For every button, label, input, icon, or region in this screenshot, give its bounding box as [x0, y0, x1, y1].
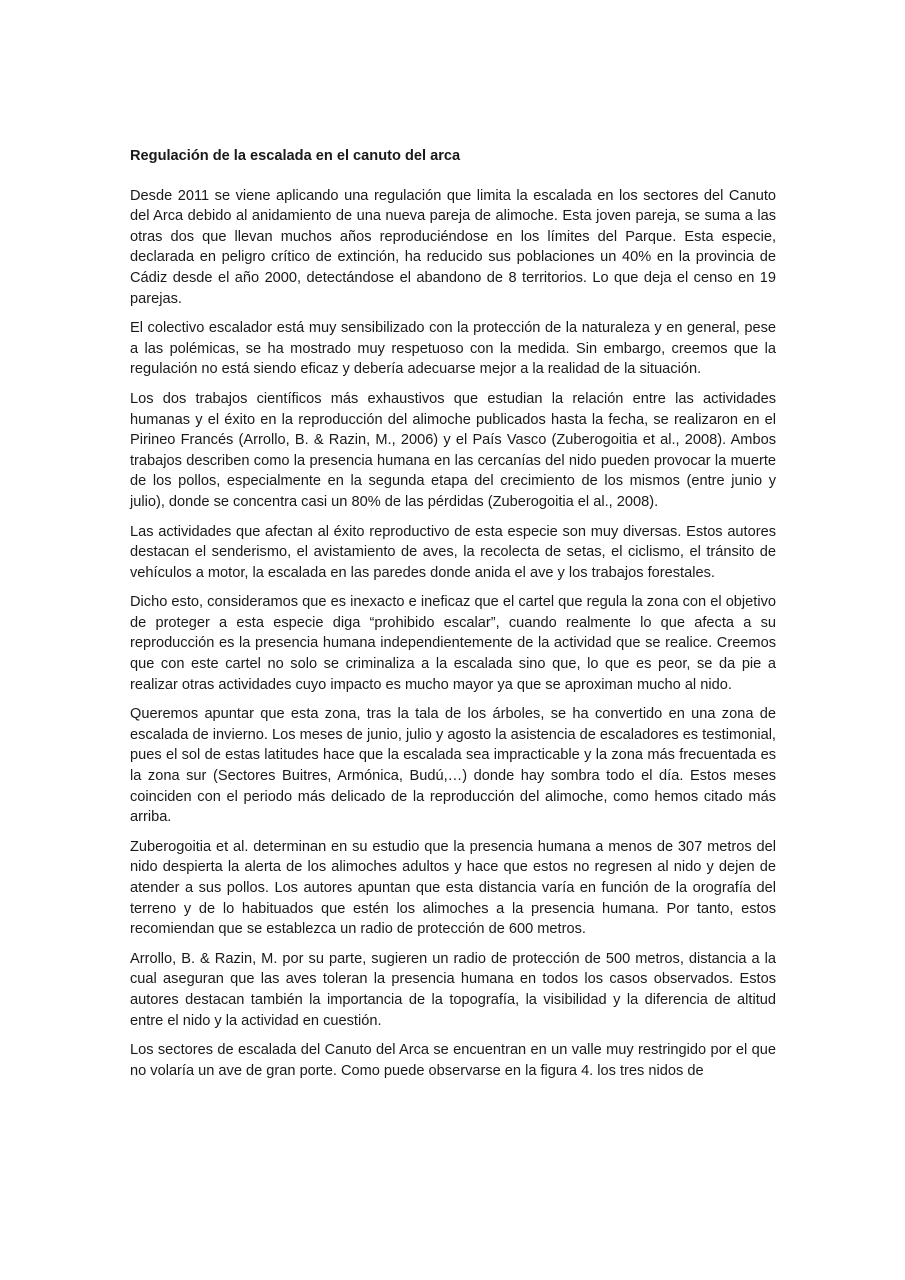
paragraph: Desde 2011 se viene aplicando una regulación que limita la escalada en los sectores del Canuto del Arca debido al anidamiento de una nueva pareja de alimoche. Esta joven pareja, se suma a las otras dos que llevan muchos años reproduciéndose en los límites del Parque. Esta especie, declarada en peligro crítico de extinción, ha reducido sus poblaciones un 40% en la provincia de Cádiz desde el año 2000, detectándose el abandono de 8 territorios. Lo que deja el censo en 19 parejas.: [130, 187, 776, 307]
paragraph: Arrollo, B. & Razin, M. por su parte, sugieren un radio de protección de 500 metros, distancia a la cual aseguran que las aves toleran la presencia humana en todos los casos observados. Estos autores destacan también la importancia de la topografía, la visibilidad y la diferencia de altitud entre el nido y la actividad en cuestión.: [130, 950, 776, 1029]
document-title: Regulación de la escalada en el canuto del arca: [130, 148, 461, 164]
paragraph: Zuberogoitia et al. determinan en su estudio que la presencia humana a menos de 307 metros del nido despierta la alerta de los alimoches adultos y hace que estos no regresen al nido y dejen de atender a sus pollos. Los autores apuntan que esta distancia varía en función de la orografía del terreno y de lo habituados que estén los alimoches a la presencia humana. Por tanto, estos recomiendan que se establezca un radio de protección de 600 metros.: [130, 838, 776, 938]
paragraph: Los dos trabajos científicos más exhaustivos que estudian la relación entre las actividades humanas y el éxito en la reproducción del alimoche publicados hasta la fecha, se realizaron en el Pirineo Francés (Arrollo, B. & Razin, M., 2006) y el País Vasco (Zuberogoitia et al., 2008). Ambos trabajos describen como la presencia humana en las cercanías del nido pueden provocar la muerte de los pollos, especialmente en la segunda etapa del crecimiento de los mismos (entre junio y julio), donde se concentra casi un 80% de las pérdidas (Zuberogoitia el al., 2008).: [130, 390, 776, 510]
paragraph: Los sectores de escalada del Canuto del Arca se encuentran en un valle muy restringido por el que no volaría un ave de gran porte. Como puede observarse en la figura 4. los tres nidos de: [130, 1042, 776, 1079]
paragraph: Las actividades que afectan al éxito reproductivo de esta especie son muy diversas. Estos autores destacan el senderismo, el avistamiento de aves, la recolecta de setas, el ciclismo, el tránsito de vehículos a motor, la escalada en las paredes donde anida el ave y los trabajos forestales.: [130, 523, 776, 581]
paragraph: El colectivo escalador está muy sensibilizado con la protección de la naturaleza y en general, pese a las polémicas, se ha mostrado muy respetuoso con la medida. Sin embargo, creemos que la regulación no está siendo eficaz y debería adecuarse mejor a la realidad de la situación.: [130, 320, 776, 378]
paragraph: Queremos apuntar que esta zona, tras la tala de los árboles, se ha convertido en una zona de escalada de invierno. Los meses de junio, julio y agosto la asistencia de escaladores es testimonial, pues el sol de estas latitudes hace que la escalada sea impracticable y la zona más frecuentada es la zona sur (Sectores Buitres, Armónica, Budú,…) donde hay sombra todo el día. Estos meses coinciden con el periodo más delicado de la reproducción del alimoche, como hemos citado más arriba.: [130, 706, 776, 826]
paragraph: Dicho esto, consideramos que es inexacto e ineficaz que el cartel que regula la zona con el objetivo de proteger a esta especie diga “prohibido escalar”, cuando realmente lo que afecta a su reproducción es la presencia humana independientemente de la actividad que se realice. Creemos que con este cartel no solo se criminaliza a la escalada sino que, lo que es peor, se da pie a realizar otras actividades cuyo impacto es mucho mayor ya que se aproximan mucho al nido.: [130, 594, 776, 693]
document-page: [130, 146, 776, 1090]
